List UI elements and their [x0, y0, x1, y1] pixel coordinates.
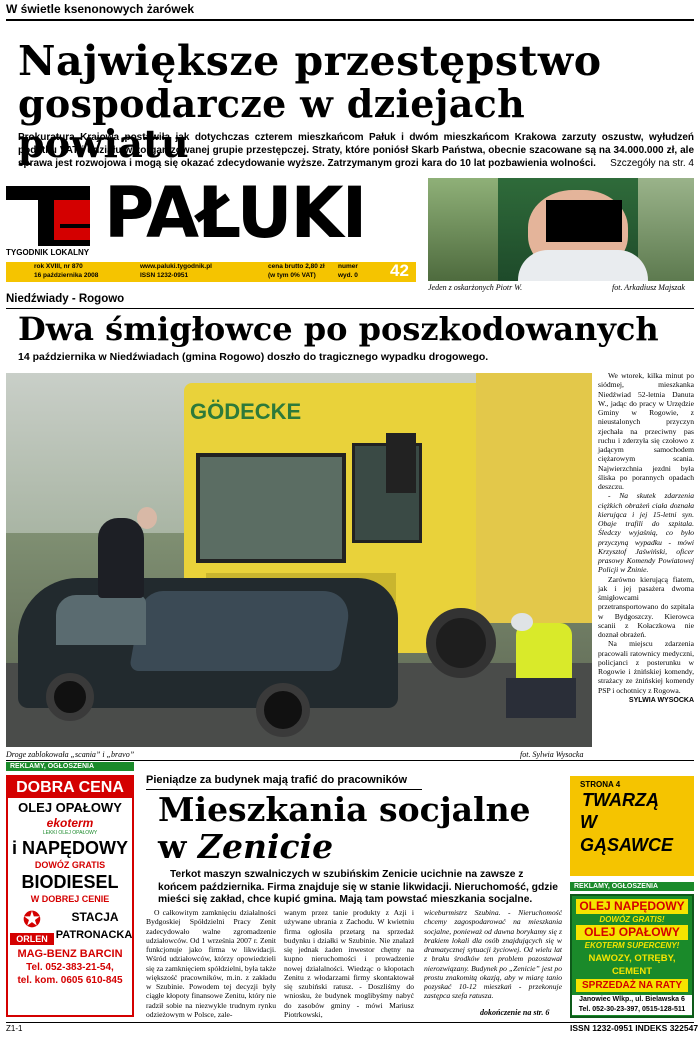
ad-left-brand: ekoterm [46, 816, 94, 830]
social-lead: Terkot maszyn szwalniczych w szubińskim Zenicie ucichnie na zawsze z końcem października. Firma znajduje się w stanie likwidacji. Nieruchomość, gdzie mieści się zakład, chce kupić gmina. Mają tam powstać mieszkania socjalne. [158, 869, 558, 906]
ad-left-diesel: i NAPĘDOWY [11, 838, 128, 858]
ad-left-phone: Tel. 052-383-21-54, [26, 962, 114, 973]
masthead-price: cena brutto 2,80 zł [268, 263, 325, 270]
masthead-number-label: numer [338, 263, 358, 270]
fuel-ad-right[interactable] [570, 894, 694, 1018]
accused-photo [428, 178, 694, 281]
social-headline-company: Zenicie [197, 827, 334, 866]
accident-photo-caption: Droge zablokowała „scania” i „bravo” [6, 750, 135, 759]
top-rule [6, 19, 694, 21]
masthead-issue-number: 42 [390, 261, 409, 280]
face-censor-bar [546, 200, 622, 242]
accused-photo-credit: fot. Arkadiusz Majszak [612, 283, 685, 292]
ad-left-orlen: ORLEN [10, 933, 54, 945]
ad-left-heating-oil: OLEJ OPAŁOWY [18, 800, 122, 815]
accident-author: SYLWIA WYSOCKA [628, 696, 694, 704]
masthead-vat: (w tym 0% VAT) [268, 271, 316, 279]
ad-left-biodiesel: BIODIESEL [21, 872, 119, 892]
top-headline-line-1: Największe przestępstwo [18, 37, 602, 85]
accident-paragraph-1: We wtorek, kilka minut po siódmej, mieszkanka Niedźwiad 52-letnia Danuta W., jadąc do pracy w Urzędzie Gminy w Rogowie, z nieustalonych przyczyn zjechała na przeciwny pas ruchu i zderzyła się czołowo z jadącym samochodem ciężarowym scania. Najwierzchnia jezdni była śliska po porannych opadach deszczu. [598, 371, 694, 491]
accused-photo-caption: Jeden z oskarżonych Piotr W. [428, 283, 523, 292]
footer-page-number: Z1-1 [6, 1024, 23, 1033]
social-headline-prefix: w [158, 827, 198, 866]
ad-right-address: Janowiec Wlkp., ul. Bielawska 6 [572, 995, 692, 1005]
orlen-eagle-icon: ✪ [22, 907, 42, 932]
accident-photo [6, 373, 592, 747]
accident-article-body [598, 371, 694, 705]
ad-right-products: NAWOZY, OTRĘBY, CEMENT [588, 953, 676, 977]
accident-paragraph-4: Na miejscu zdarzenia pracowali ratownicy medyczni, policjanci z posterunku w Rogowie i żnińskiej komendy, strażacy ze żnińskiej komendy PSP i ochotnicy z Rogowa. [598, 639, 694, 695]
social-column-3: wiceburmistrz Szubina. - Nieruchomość chcemy zagospodarować na mieszkania socjalne, ponieważ od dawna borykamy się z brakiem lokali dla osób znajdujących się w dramatycznej sytuacji życiowej. Od wielu lat z braku środków ten problem pozostawał nierozwiązany. Budynek po „Zenicie” jest po prostu znakomitą okazją, aby w miarę tanio pozyskać 10-12 mieszkań - przekonuje zastępca szefa ratusza. [424, 908, 562, 1001]
masthead-title: PAŁUKI [104, 172, 366, 254]
ad-left-brand-sub: LEKKI OLEJ OPAŁOWY [42, 830, 98, 836]
top-lead [18, 131, 694, 170]
promo-line-1: TWARZĄ [582, 790, 659, 810]
top-lead-text: Prokuratura Krajowa postawiła jak dotychczas czterem mieszkańcom Pałuk i dwóm mieszkańcom Krakowa zarzuty oszustw, wyłudzeń podatku VAT i udziału w zorganizowanej grupie przestępczej. Straty, które poniósł Skarb Państwa, obecnie szacowane są na 34.000.000 zł, ale sprawa jest rozwojowa i mogą się okazać zdecydowanie wyższe. Zatrzymanym grozi kara do 10 lat pozbawienia wolności. [18, 132, 694, 169]
logo-subtitle: TYGODNIK LOKALNY [6, 248, 90, 257]
social-headline-line-1: Mieszkania socjalne [158, 790, 531, 829]
ad-left-mobile: tel. kom. 0605 610-845 [17, 975, 123, 986]
ad-right-diesel: OLEJ NAPĘDOWY [576, 899, 688, 914]
social-column-1: O całkowitym zamknięciu działalności Bydgoskiej Spółdzielni Pracy Zenit zadecydowało walne zgromadzenie udziałowców. Od 1 września 2007 r. Zenit funkcjonuje jako firma w likwidacji. Wśród udziałowców, którzy opowiedzieli się za zamknięciem spółdzielni, była także większość pracowników, m.in. z zakładu w Szubinie. Powodem tej decyzji były ciągłe kłopoty finansowe Zenitu, który nie radził sobie na niezwykle trudnym rynku odzieżowym w Polsce, zale- [146, 908, 276, 1018]
ad-left-delivery: DOWÓZ GRATIS [34, 860, 106, 870]
ad-left-headline: DOBRA CENA [8, 777, 132, 798]
top-kicker: W świetle ksenonowych żarówek [6, 2, 195, 16]
accident-paragraph-3: Zarówno kierującą fiatem, jak i jej pasażera dwoma śmigłowcami przetransportowano do szpitala w Bydgoszczy. Kierowca scanii z Kołaczkowa nie doznał obrażeń. [598, 574, 694, 639]
promo-line-3: GĄSAWCE [580, 835, 674, 855]
masthead-edition: wyd. 0 [338, 271, 358, 279]
social-headline-line-2 [158, 827, 334, 866]
accident-paragraph-2: - Na skutek zdarzenia ciężkich obrażeń ciała doznała kierująca i jej 15-letni syn. Obaje trafili do szpitala. Śledczy wyjaśnią, co było przyczyną wypadku - mówi Krzysztof Jaświński, oficer prasowy Komendy Powiatowej Policji w Żninie. [598, 491, 694, 575]
accident-headline: Dwa śmigłowce po poszkodowanych [18, 310, 659, 348]
tl-logo [6, 178, 94, 252]
fuel-ad-left[interactable] [6, 775, 134, 1017]
masthead-website[interactable]: www.paluki.tygodnik.pl [140, 263, 212, 270]
ad-left-company: MAG-BENZ BARCIN [17, 948, 123, 960]
ad-right-installments: SPRZEDAŻ NA RATY [576, 979, 688, 992]
masthead-date: 16 października 2008 [34, 271, 99, 279]
ads-label-left: REKLAMY, OGŁOSZENIA [6, 762, 134, 771]
promo-page-ref: STRONA 4 [580, 780, 621, 789]
masthead-year: rok XVIII, nr 870 [34, 263, 83, 270]
top-headline-line-2: gospodarcze w dziejach powiatu [18, 81, 526, 166]
truck-logo: GÖDECKE [190, 399, 302, 424]
accident-lead: 14 października w Niedźwiadach (gmina Rogowo) doszło do tragicznego wypadku drogowego. [18, 351, 489, 363]
ads-label-right: REKLAMY, OGŁOSZENIA [570, 882, 694, 891]
ad-left-price-note: W DOBREJ CENIE [30, 894, 110, 904]
promo-line-2: W [580, 812, 597, 832]
masthead-issn: ISSN 1232-0951 [140, 271, 189, 279]
social-kicker: Pieniądze za budynek mają trafić do pracowników [146, 774, 408, 786]
accident-kicker: Niedźwiady - Rogowo [6, 293, 125, 305]
ad-left-patronacka: PATRONACKA [55, 929, 133, 941]
accident-photo-credit: fot. Sylwia Wysocka [520, 750, 584, 759]
ad-right-ekoterm: EKOTERM SUPERCENY! [584, 941, 680, 950]
footer-issn-index: ISSN 1232-0951 INDEKS 322547 [570, 1023, 699, 1033]
top-details-ref[interactable]: Szczegóły na str. 4 [610, 158, 694, 169]
ad-left-station: STACJA [71, 910, 119, 924]
ad-right-heating-oil: OLEJ OPAŁOWY [576, 925, 688, 940]
ad-right-delivery: DOWÓZ GRATIS! [599, 915, 665, 924]
social-continuation[interactable]: dokończenie na str. 6 [480, 1008, 550, 1017]
masthead-info-bar [6, 262, 416, 282]
ad-right-phone: Tel. 052-30-23-397, 0515-128-511 [572, 1005, 692, 1015]
promo-box-gasawa[interactable] [570, 776, 694, 876]
masthead [6, 172, 422, 282]
social-column-2: wanym przez tanie produkty z Azji i używane ubrania z Zachodu. W kwietniu firma ogłosiła przetarg na sprzedaż budynku i działki w Szubinie. Nie znalazł się jednak żaden inwestor chętny na kupno nieruchomości i prowadzenie nowej działalności. Wiedząc o kłopotach Zenitu z włodarzami firmy skontaktował się szubiński ratusz. - Doszliśmy do wniosku, że budynek moglibyśmy nabyć do zasobów gminy - mówi Mariusz Piotrkowski, [284, 908, 414, 1018]
